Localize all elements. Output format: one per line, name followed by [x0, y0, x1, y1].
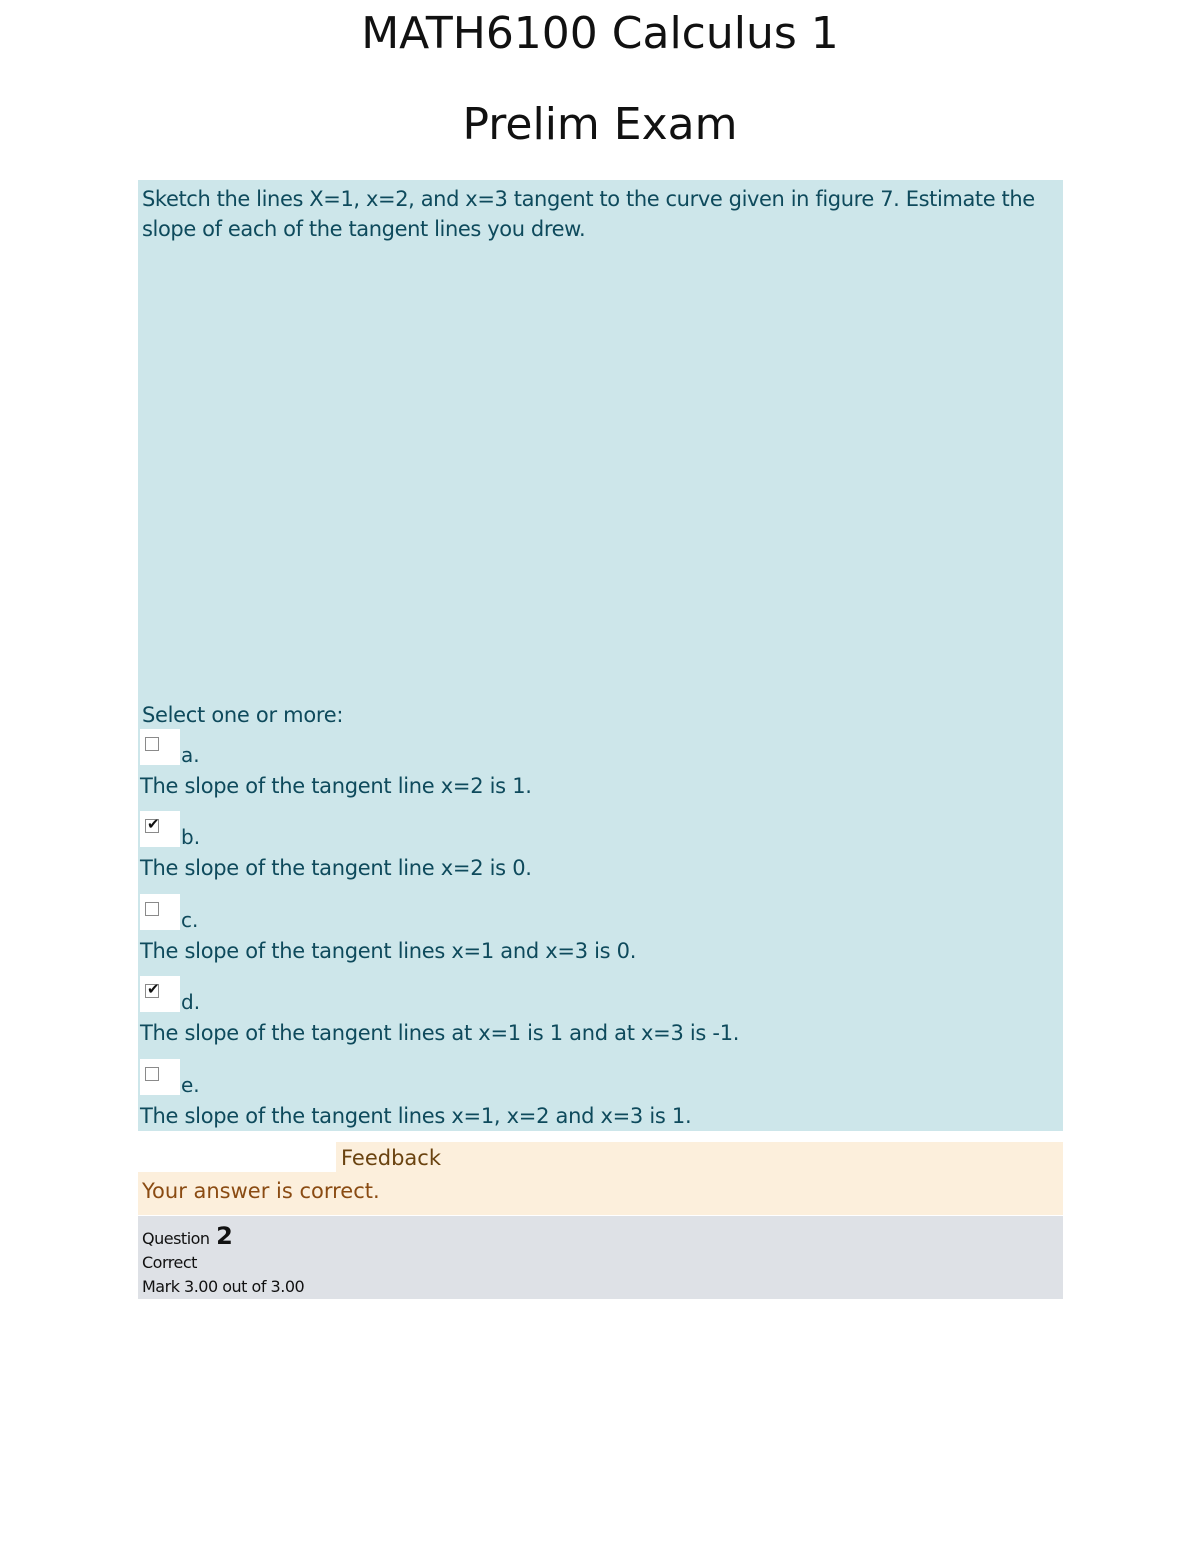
- checkbox-cell: [140, 976, 180, 1012]
- question-label: Question: [142, 1229, 210, 1248]
- answer-prompt: Select one or more:: [142, 703, 344, 727]
- page-subtitle: Prelim Exam: [462, 99, 738, 150]
- question-info-box: [138, 1216, 1063, 1299]
- checkbox-d[interactable]: [145, 980, 160, 998]
- checkbox-c[interactable]: [145, 902, 159, 916]
- question-number: 2: [216, 1222, 233, 1250]
- question-text: Sketch the lines X=1, x=2, and x=3 tangent to the curve given in figure 7. Estimate the slope of each of the tangent lines you drew.: [142, 187, 1035, 241]
- option-text: The slope of the tangent lines x=1 and x=3 is 0.: [140, 939, 637, 963]
- checkbox-b[interactable]: [145, 815, 160, 833]
- option-b[interactable]: [138, 811, 1063, 893]
- option-letter: a.: [181, 743, 200, 767]
- option-c[interactable]: [138, 894, 1063, 976]
- feedback-heading: Feedback: [341, 1146, 442, 1170]
- checkbox-cell: [140, 1059, 180, 1095]
- question-state: Correct: [142, 1253, 197, 1272]
- option-letter: b.: [181, 825, 201, 849]
- question-box: [138, 180, 1063, 1131]
- check-mark-icon: ✔: [147, 980, 160, 998]
- feedback-gap: [138, 1142, 336, 1172]
- page-title: MATH6100 Calculus 1: [361, 8, 839, 59]
- option-d[interactable]: [138, 976, 1063, 1058]
- feedback-message: Your answer is correct.: [142, 1179, 380, 1203]
- option-letter: d.: [181, 990, 201, 1014]
- checkbox-cell: [140, 811, 180, 847]
- question-number-label: [142, 1222, 232, 1253]
- option-text: The slope of the tangent lines at x=1 is 1 and at x=3 is -1.: [140, 1021, 740, 1045]
- checkbox-cell: [140, 894, 180, 930]
- option-letter: e.: [181, 1073, 200, 1097]
- checkbox-cell: [140, 729, 180, 765]
- checkbox-e[interactable]: [145, 1067, 159, 1081]
- option-text: The slope of the tangent line x=2 is 0.: [140, 856, 532, 880]
- option-letter: c.: [181, 908, 199, 932]
- check-mark-icon: ✔: [147, 815, 160, 833]
- question-grade: Mark 3.00 out of 3.00: [142, 1277, 305, 1296]
- option-text: The slope of the tangent lines x=1, x=2 and x=3 is 1.: [140, 1104, 692, 1128]
- feedback-box: [138, 1142, 1063, 1215]
- option-text: The slope of the tangent line x=2 is 1.: [140, 774, 532, 798]
- option-e[interactable]: [138, 1059, 1063, 1141]
- checkbox-a[interactable]: [145, 737, 159, 751]
- option-a[interactable]: [138, 729, 1063, 811]
